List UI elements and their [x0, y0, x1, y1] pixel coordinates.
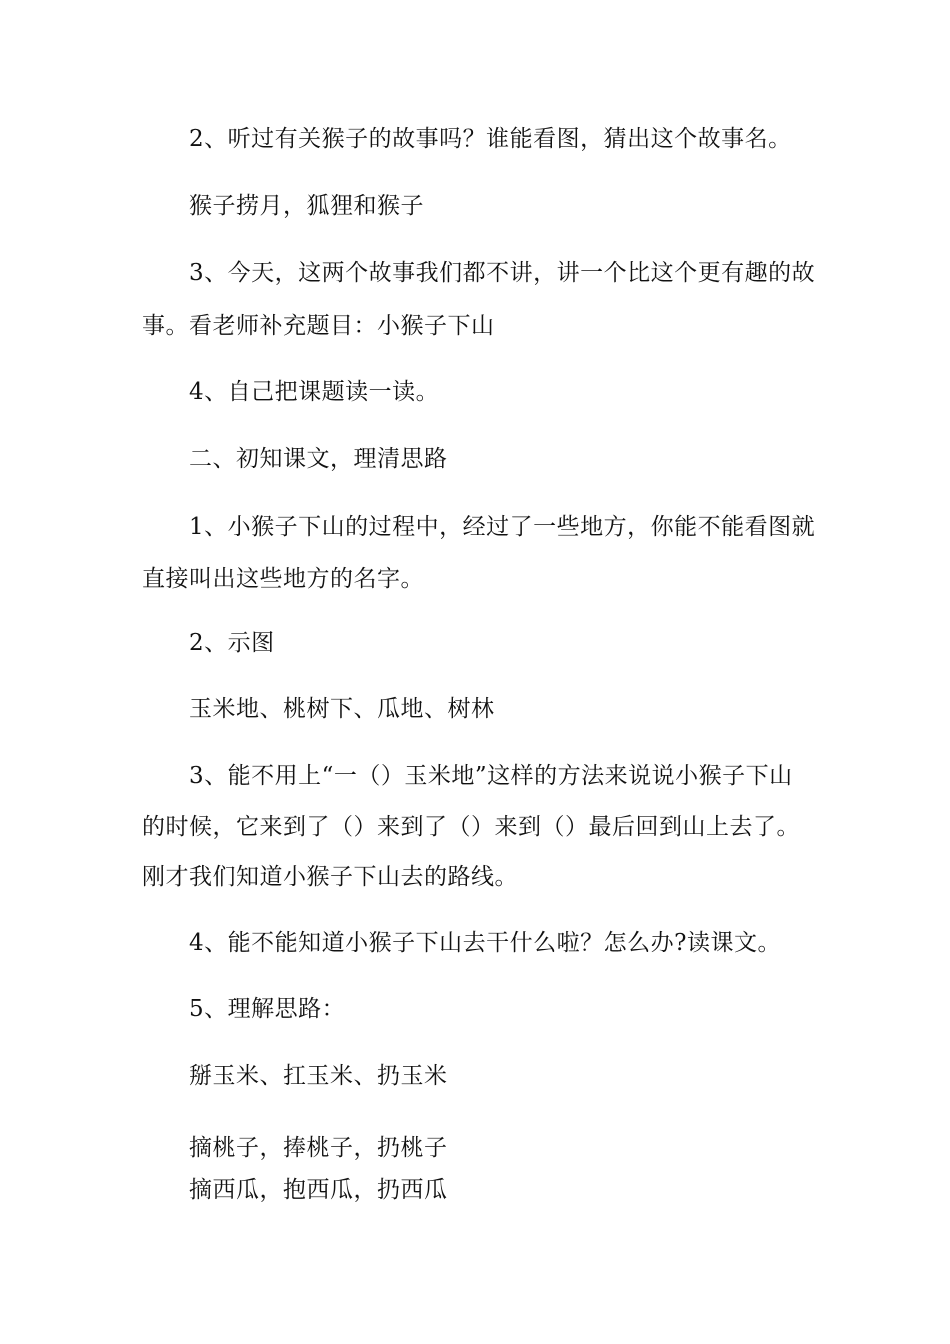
- paragraph-line: 的时候，它来到了（）来到了（）来到（）最后回到山上去了。: [142, 814, 800, 840]
- paragraph-line: 3、能不用上“一（）玉米地”这样的方法来说说小猴子下山: [189, 763, 793, 789]
- paragraph-line: 1、小猴子下山的过程中，经过了一些地方，你能不能看图就: [189, 514, 816, 540]
- paragraph-line: 事。看老师补充题目：小猴子下山: [142, 313, 495, 339]
- paragraph-line: 4、能不能知道小猴子下山去干什么啦？怎么办?读课文。: [189, 930, 781, 956]
- paragraph-line: 摘桃子，捧桃子，扔桃子: [189, 1135, 448, 1161]
- paragraph-line: 掰玉米、扛玉米、扔玉米: [189, 1063, 448, 1089]
- paragraph-line: 2、示图: [189, 630, 275, 656]
- paragraph-line: 直接叫出这些地方的名字。: [142, 566, 424, 592]
- section-heading: 二、初知课文，理清思路: [189, 446, 448, 472]
- paragraph-line: 玉米地、桃树下、瓜地、树林: [189, 696, 495, 722]
- paragraph-line: 3、今天，这两个故事我们都不讲，讲一个比这个更有趣的故: [189, 260, 816, 286]
- paragraph-line: 4、自己把课题读一读。: [189, 379, 440, 405]
- paragraph-line: 摘西瓜，抱西瓜，扔西瓜: [189, 1177, 448, 1203]
- paragraph-line: 刚才我们知道小猴子下山去的路线。: [142, 864, 518, 890]
- paragraph-line: 2、听过有关猴子的故事吗？谁能看图，猜出这个故事名。: [189, 126, 792, 152]
- paragraph-line: 5、理解思路：: [189, 996, 346, 1022]
- paragraph-line: 猴子捞月，狐狸和猴子: [189, 193, 424, 219]
